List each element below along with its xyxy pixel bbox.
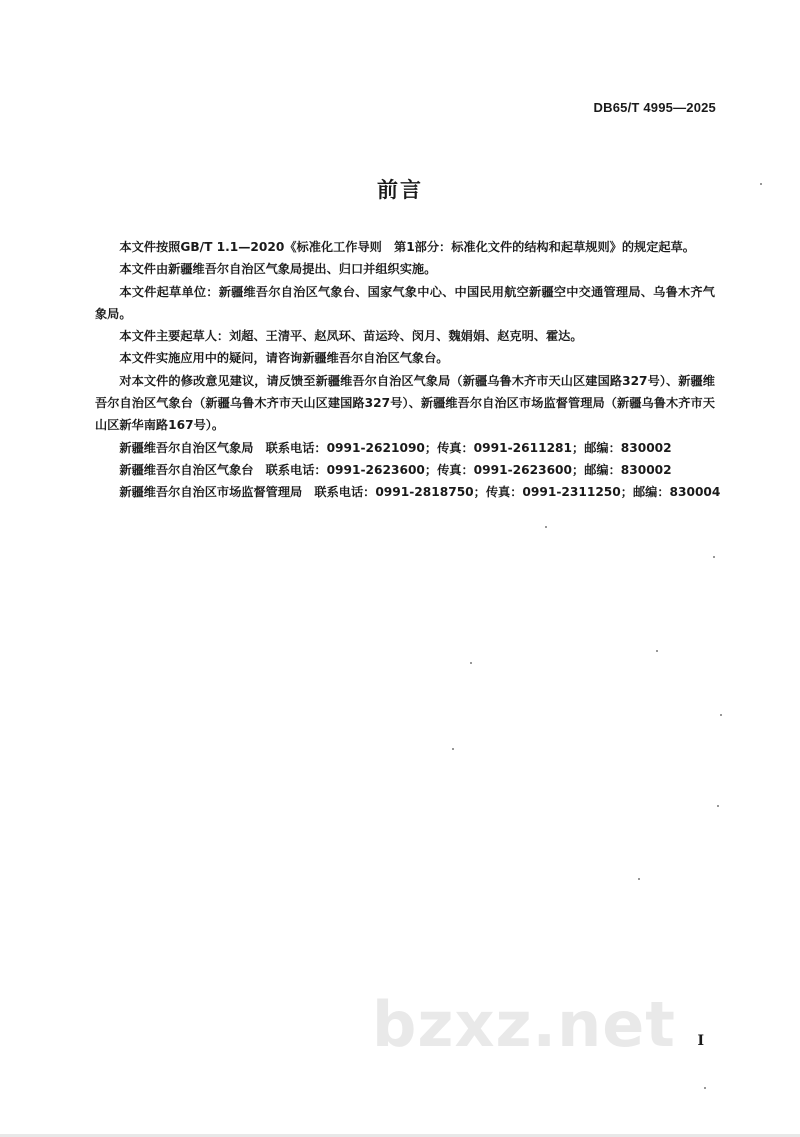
scan-speck: [452, 748, 454, 750]
paragraph-drafting-rules: 本文件按照GB/T 1.1—2020《标准化工作导则 第1部分：标准化文件的结构和起草规则》的规定起草。: [119, 240, 695, 254]
scan-speck: [717, 805, 719, 807]
scan-speck: [704, 1087, 706, 1089]
scan-speck: [656, 650, 658, 652]
foreword-body: [95, 236, 721, 504]
scan-speck: [638, 878, 640, 880]
page-title: 前言: [377, 178, 423, 202]
contact-line: 新疆维吾尔自治区气象局 联系电话：0991-2621090；传真：0991-2611281；邮编：830002: [119, 440, 672, 455]
contact-line: 新疆维吾尔自治区市场监督管理局 联系电话：0991-2818750；传真：0991-2311250；邮编：830004: [119, 485, 721, 500]
page-number: I: [697, 1033, 704, 1049]
scan-speck: [545, 526, 547, 528]
paragraph-feedback: 对本文件的修改意见建议，请反馈至新疆维吾尔自治区气象局（新疆乌鲁木齐市天山区建国路327号）、新疆维吾尔自治区气象台（新疆乌鲁木齐市天山区建国路327号）、新疆维吾尔自治区市场监督管理局（新疆乌鲁木齐市天山区新华南路167号）。: [95, 373, 715, 433]
scan-speck: [760, 183, 762, 185]
watermark: bzxz.net: [372, 988, 676, 1061]
document-code: DB65/T 4995—2025: [593, 100, 716, 115]
paragraph-drafters: 本文件主要起草人：刘超、王清平、赵凤环、苗运玲、闵月、魏娟娟、赵克明、霍达。: [119, 329, 583, 344]
paragraph-proposer: 本文件由新疆维吾尔自治区气象局提出、归口并组织实施。: [119, 262, 437, 277]
contact-line: 新疆维吾尔自治区气象台 联系电话：0991-2623600；传真：0991-2623600；邮编：830002: [119, 462, 672, 477]
paragraph-inquiries: 本文件实施应用中的疑问，请咨询新疆维吾尔自治区气象台。: [119, 351, 449, 366]
scan-speck: [713, 556, 715, 558]
paragraph-drafting-units: 本文件起草单位：新疆维吾尔自治区气象台、国家气象中心、中国民用航空新疆空中交通管理局、乌鲁木齐气象局。: [95, 284, 715, 321]
scan-speck: [470, 662, 472, 664]
scan-speck: [720, 714, 722, 716]
